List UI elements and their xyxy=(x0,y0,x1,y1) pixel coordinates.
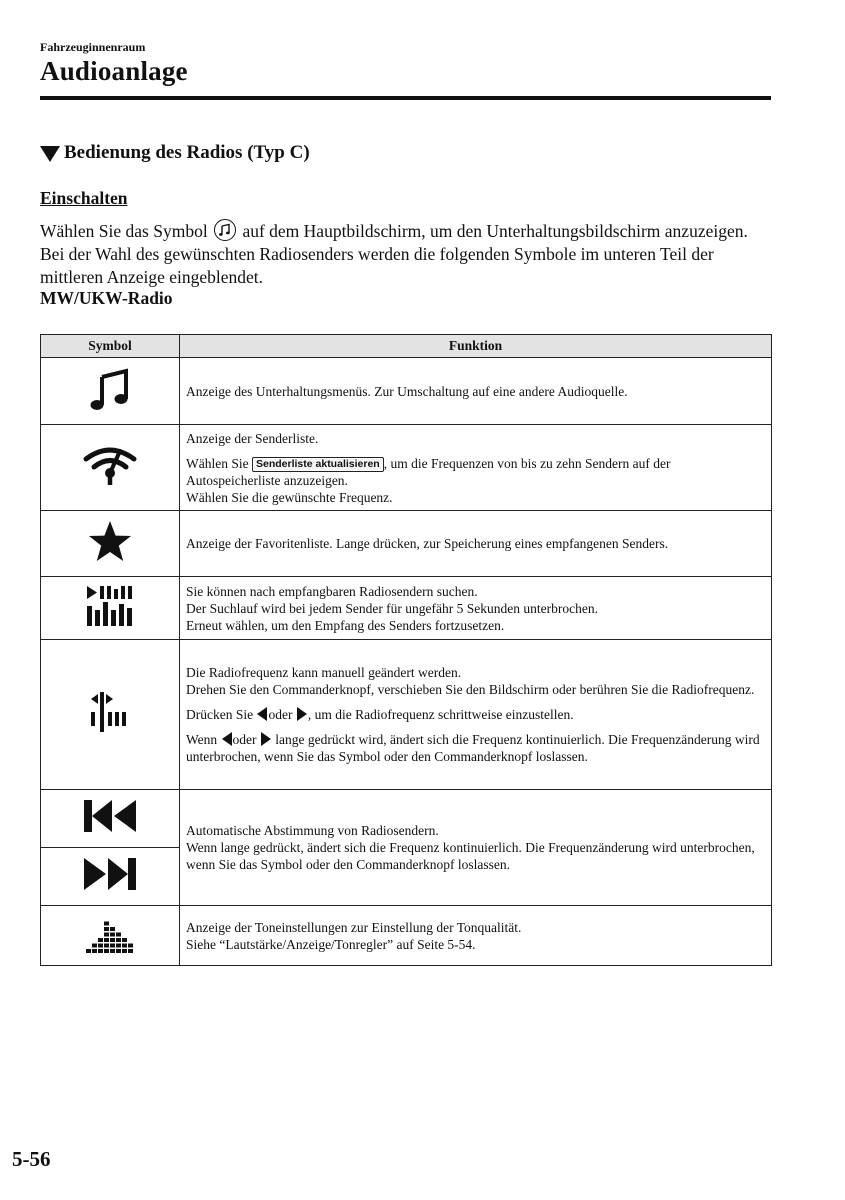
function-text: Anzeige der Senderliste. xyxy=(186,430,319,446)
function-text xyxy=(186,455,765,489)
arrow-right-icon xyxy=(260,731,272,747)
text-fragment: Wenn xyxy=(186,732,218,747)
senderliste-aktualisieren-button[interactable]: Senderliste aktualisieren xyxy=(252,457,384,472)
equalizer-segment xyxy=(104,944,109,948)
text-fragment: oder xyxy=(268,707,293,722)
function-text: Automatische Abstimmung von Radiosendern. xyxy=(186,823,439,838)
arrow-left-icon xyxy=(256,706,268,722)
equalizer-segment xyxy=(110,927,115,931)
equalizer-segment xyxy=(86,949,91,953)
equalizer-segment xyxy=(128,944,133,948)
section-label: Fahrzeuginnenraum xyxy=(40,40,146,54)
function-column-header: Funktion xyxy=(180,335,772,358)
table-row xyxy=(41,640,772,790)
function-cell xyxy=(180,358,772,425)
title-divider xyxy=(40,96,771,100)
equalizer-segment xyxy=(104,949,109,953)
function-cell xyxy=(180,906,772,966)
seek-forward-icon xyxy=(82,854,138,894)
arrow-left-icon xyxy=(221,731,233,747)
function-text: Wählen Sie die gewünschte Frequenz. xyxy=(186,489,393,505)
equalizer-icon xyxy=(85,911,135,955)
equalizer-segment xyxy=(116,949,121,953)
text-fragment: Wählen Sie xyxy=(186,455,249,471)
text-fragment: , um die Frequenzen von bis zu zehn Sendern auf der Autospeicherliste anzuzeigen. xyxy=(186,455,671,488)
equalizer-segment xyxy=(110,949,115,953)
equalizer-segment xyxy=(104,922,109,926)
intro-paragraph xyxy=(40,219,775,289)
equalizer-segment xyxy=(110,933,115,937)
scan-icon xyxy=(83,584,137,628)
table-row xyxy=(41,906,772,966)
equalizer-segment xyxy=(104,927,109,931)
text-fragment: , um die Radiofrequenz schrittweise einzustellen. xyxy=(307,707,574,722)
equalizer-segment xyxy=(104,938,109,942)
function-text: Sie können nach empfangbaren Radiosendern suchen. xyxy=(186,583,478,599)
function-cell xyxy=(180,511,772,577)
entertainment-icon xyxy=(214,219,236,241)
intro-text-end: auf dem Hauptbildschirm, um den Unterhaltungsbildschirm anzuzeigen. Bei der Wahl des gewünschten Radiosenders werden die folgenden Symbole im unteren Teil der mittleren Anzeige eingeblendet. xyxy=(40,221,748,287)
section-heading-text: Bedienung des Radios (Typ C) xyxy=(64,142,310,163)
station-list-icon xyxy=(80,443,140,487)
function-cell xyxy=(180,577,772,640)
function-cell xyxy=(180,790,772,906)
symbol-table xyxy=(40,334,772,966)
table-row xyxy=(41,358,772,425)
equalizer-segment xyxy=(110,938,115,942)
symbol-cell xyxy=(41,790,180,848)
seek-back-icon xyxy=(82,796,138,836)
equalizer-segment xyxy=(116,933,121,937)
equalizer-segment xyxy=(92,944,97,948)
equalizer-segment xyxy=(92,949,97,953)
subheading: Einschalten xyxy=(40,188,128,208)
page-title: Audioanlage xyxy=(40,56,188,86)
intro-text-start: Wählen Sie das Symbol xyxy=(40,221,208,241)
symbol-cell xyxy=(41,640,180,790)
section-heading xyxy=(40,142,310,164)
radio-type-label: MW/UKW-Radio xyxy=(40,288,173,308)
table-row xyxy=(41,511,772,577)
function-cell xyxy=(180,425,772,511)
equalizer-segment xyxy=(128,949,133,953)
function-text: Anzeige des Unterhaltungsmenüs. Zur Umschaltung auf eine andere Audioquelle. xyxy=(186,383,628,399)
table-row xyxy=(41,425,772,511)
equalizer-segment xyxy=(122,944,127,948)
function-text xyxy=(186,706,765,723)
function-text: Siehe “Lautstärke/Anzeige/Tonregler” auf Seite 5-54. xyxy=(186,936,476,952)
equalizer-segment xyxy=(98,949,103,953)
function-text: Anzeige der Favoritenliste. Lange drücken, zur Speicherung eines empfangenen Senders. xyxy=(186,536,669,551)
equalizer-segment xyxy=(122,949,127,953)
function-text: Die Radiofrequenz kann manuell geändert werden. xyxy=(186,665,462,680)
manual-tune-icon xyxy=(88,690,132,734)
table-row xyxy=(41,790,772,848)
symbol-cell xyxy=(41,425,180,511)
symbol-cell xyxy=(41,358,180,425)
equalizer-segment xyxy=(122,938,127,942)
star-icon xyxy=(87,519,133,563)
symbol-cell xyxy=(41,577,180,640)
function-text: Erneut wählen, um den Empfang des Senders fortzusetzen. xyxy=(186,617,505,633)
arrow-right-icon xyxy=(296,706,308,722)
symbol-cell xyxy=(41,906,180,966)
text-fragment: lange gedrückt wird, ändert sich die Frequenz kontinuierlich. Die Frequenzänderung wird unterbrochen, wenn Sie das Symbol oder den Commanderknopf loslassen. xyxy=(186,732,760,764)
music-note-icon xyxy=(88,367,132,411)
function-text: Anzeige der Toneinstellungen zur Einstellung der Tonqualität. xyxy=(186,919,522,935)
triangle-down-icon xyxy=(40,146,60,162)
symbol-cell xyxy=(41,511,180,577)
function-cell xyxy=(180,640,772,790)
equalizer-segment xyxy=(110,944,115,948)
table-row xyxy=(41,577,772,640)
equalizer-segment xyxy=(116,944,121,948)
equalizer-segment xyxy=(98,944,103,948)
table-header-row xyxy=(41,335,772,358)
symbol-column-header: Symbol xyxy=(41,335,180,358)
symbol-cell xyxy=(41,848,180,906)
equalizer-segment xyxy=(116,938,121,942)
equalizer-segment xyxy=(98,938,103,942)
function-text: Der Suchlauf wird bei jedem Sender für ungefähr 5 Sekunden unterbrochen. xyxy=(186,600,598,616)
function-text: Drehen Sie den Commanderknopf, verschieben Sie den Bildschirm oder berühren Sie die Radiofrequenz. xyxy=(186,682,755,697)
function-text: Wenn lange gedrückt, ändert sich die Frequenz kontinuierlich. Die Frequenzänderung wird unterbrochen, wenn Sie das Symbol oder den Commanderknopf loslassen. xyxy=(186,840,755,872)
text-fragment: Drücken Sie xyxy=(186,707,254,722)
page-number: 5-56 xyxy=(12,1147,51,1171)
equalizer-segment xyxy=(104,933,109,937)
function-text xyxy=(186,731,765,765)
text-fragment: oder xyxy=(232,732,257,747)
